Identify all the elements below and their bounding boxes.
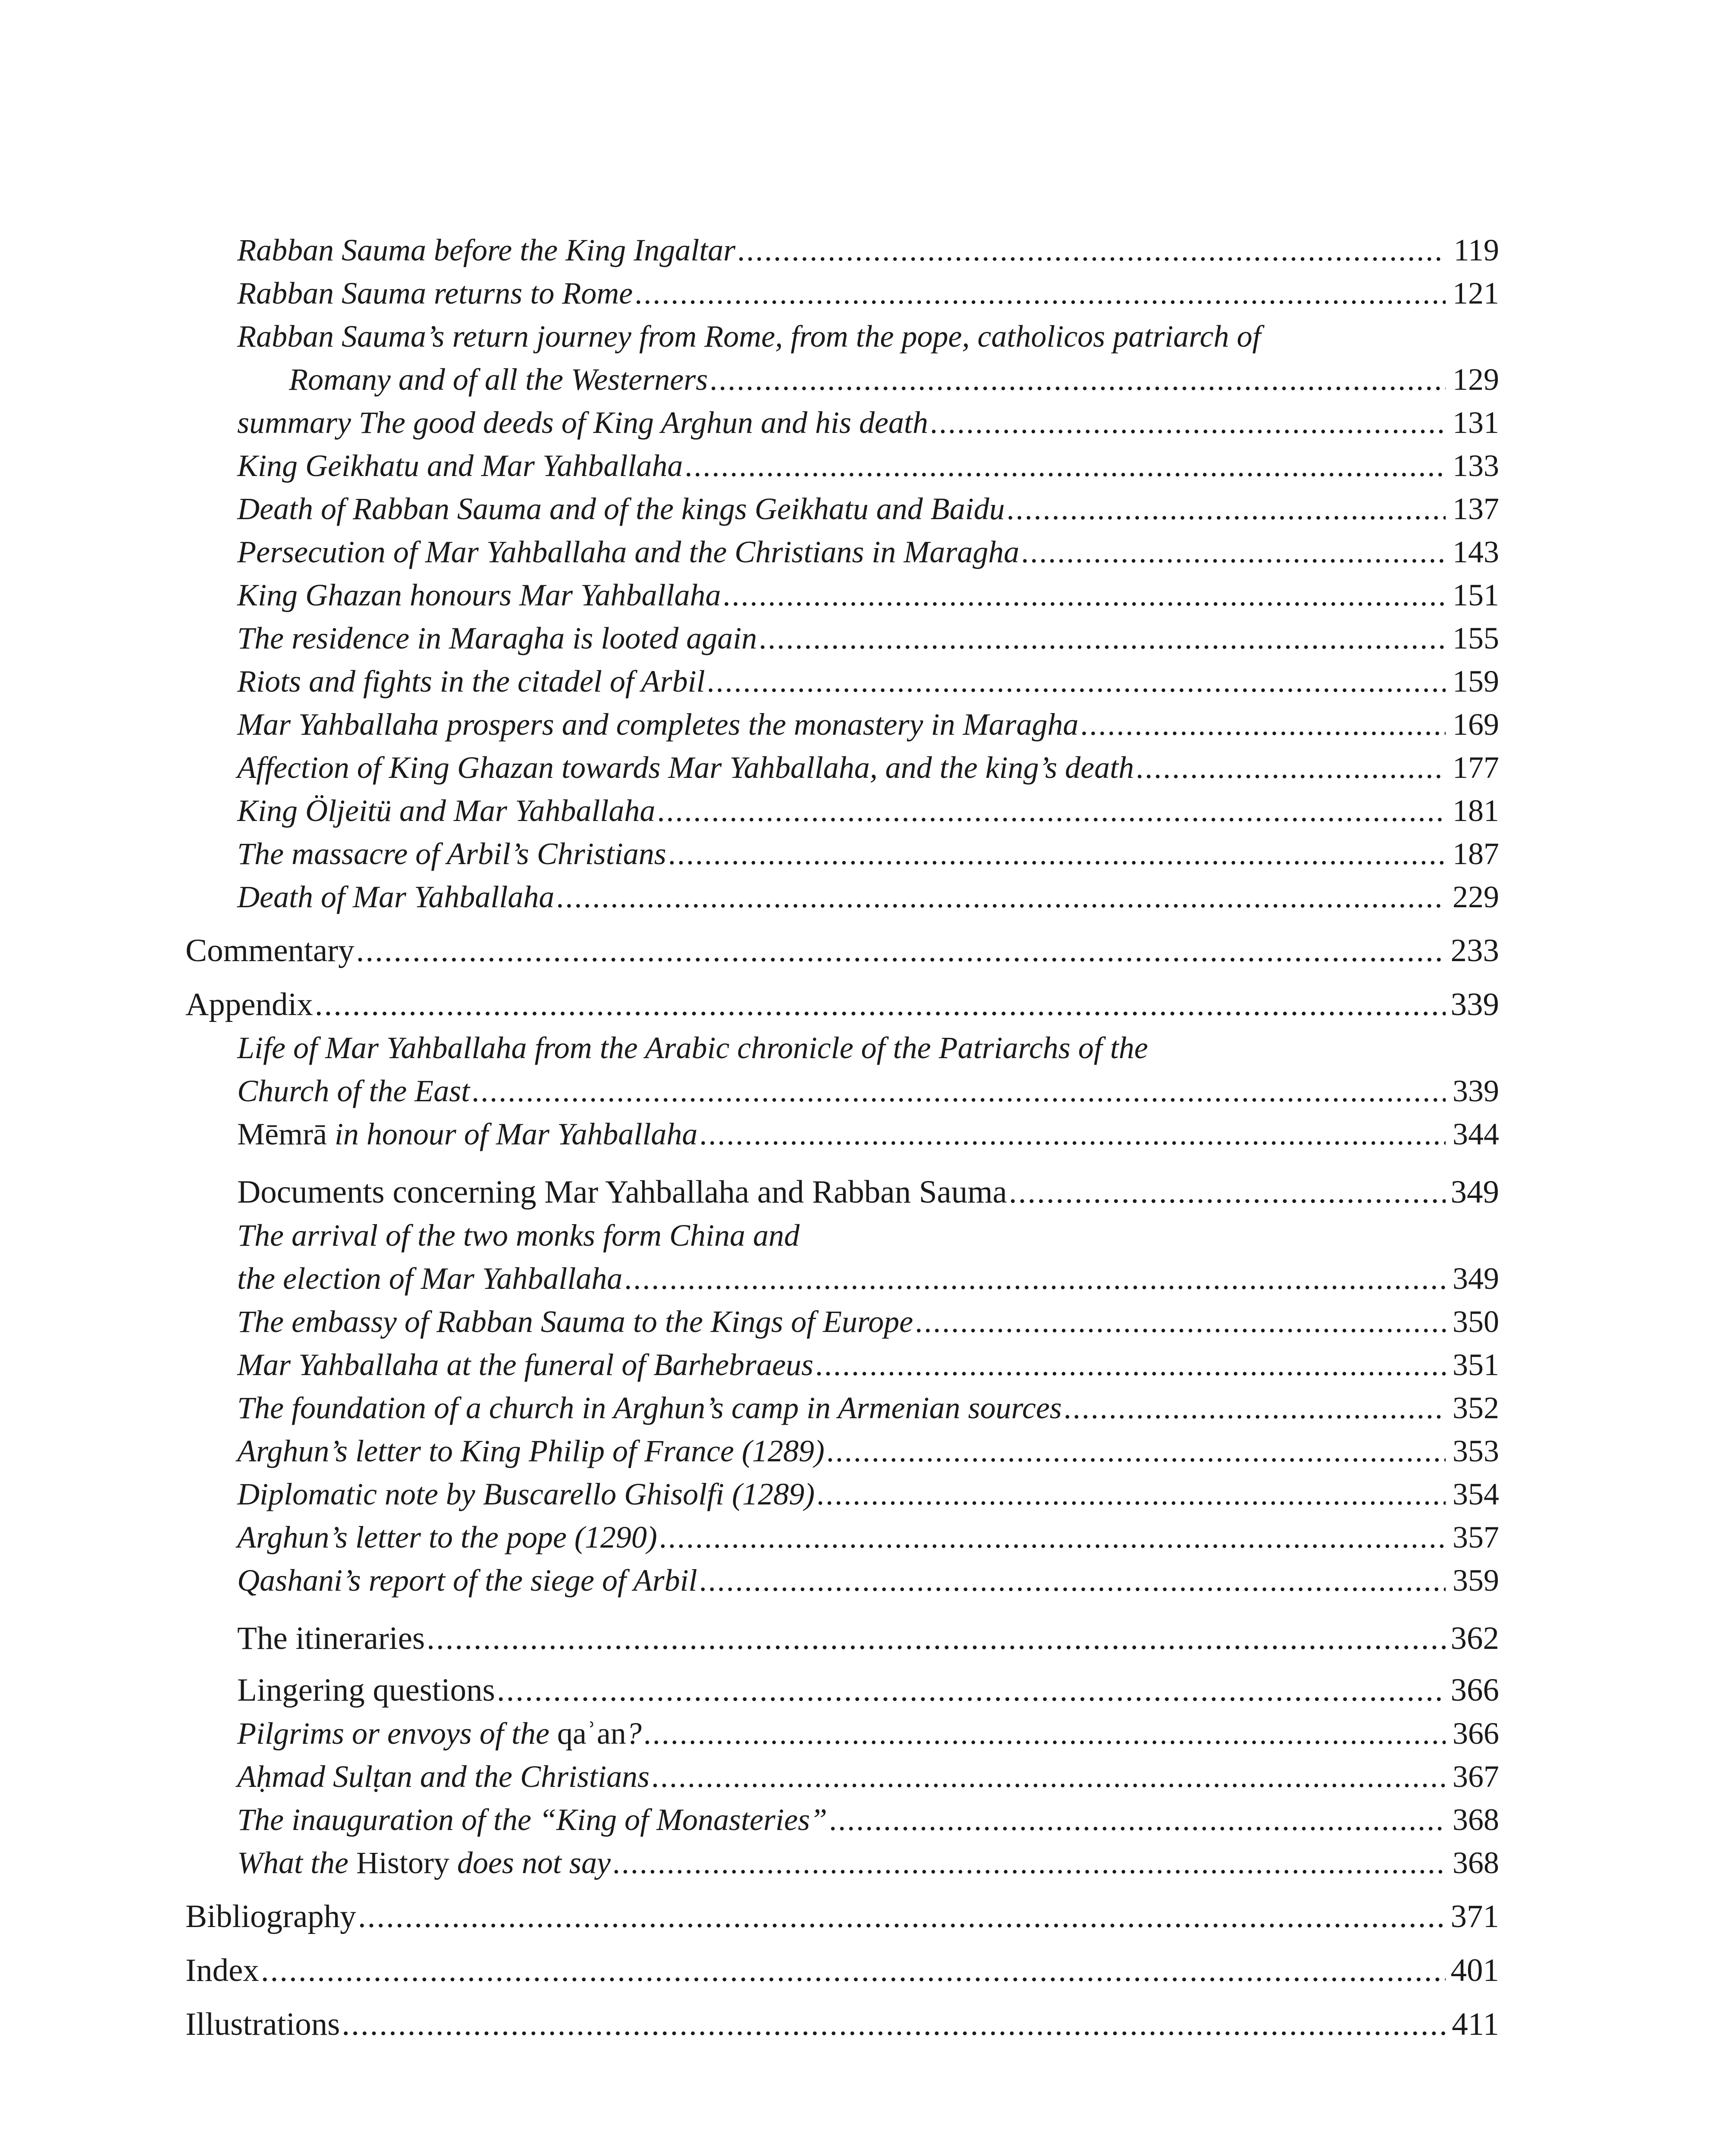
- entry-title: [237, 573, 721, 617]
- entry-title-part: Riots and fights in the citadel of Arbil: [237, 664, 705, 699]
- entry-title: [237, 1473, 815, 1516]
- entry-title-part: King Geikhatu and Mar Yahballaha: [237, 448, 683, 483]
- toc-entry[interactable]: [237, 1300, 1499, 1343]
- toc-entry[interactable]: [237, 832, 1499, 875]
- toc-entry[interactable]: [237, 1841, 1499, 1884]
- entry-title-part: in honour of Mar Yahballaha: [326, 1117, 698, 1151]
- toc-entry[interactable]: [237, 229, 1499, 272]
- entry-title: [237, 617, 757, 660]
- entry-title-part: The itineraries: [237, 1620, 425, 1656]
- toc-entry[interactable]: [237, 1343, 1499, 1386]
- entry-title: [237, 1026, 1148, 1069]
- toc-entry[interactable]: [237, 1473, 1499, 1516]
- toc-entry[interactable]: [237, 530, 1499, 573]
- toc-entry-first-line: [237, 1214, 1499, 1257]
- page-number: 169: [1453, 707, 1499, 742]
- entry-title-part: Mēmrā: [237, 1117, 327, 1151]
- toc-entry[interactable]: [237, 1112, 1499, 1156]
- dot-leader: [624, 1257, 1446, 1300]
- entry-title-part: The arrival of the two monks form China and: [237, 1218, 800, 1253]
- entry-title: [237, 1755, 650, 1798]
- dot-leader: [612, 1841, 1446, 1884]
- entry-title-part: Rabban Sauma returns to Rome: [237, 276, 633, 310]
- toc-entry[interactable]: [237, 401, 1499, 444]
- toc-entry[interactable]: [237, 1617, 1499, 1660]
- page-number: 131: [1453, 405, 1499, 440]
- toc-entry[interactable]: [237, 1712, 1499, 1755]
- entry-title-part: Bibliography: [185, 1899, 356, 1934]
- entry-title: [237, 789, 655, 832]
- entry-title: [237, 1617, 425, 1660]
- entry-title-part: ?: [626, 1716, 642, 1751]
- page-number: 371: [1450, 1899, 1499, 1934]
- entry-title: [237, 1516, 657, 1559]
- dot-leader: [497, 1669, 1446, 1712]
- entry-title-part: What the: [237, 1846, 356, 1880]
- entry-title: [237, 660, 705, 703]
- dot-leader: [657, 789, 1446, 832]
- page-number: 137: [1453, 492, 1499, 526]
- entry-title-part: Appendix: [185, 987, 313, 1022]
- page-number: 143: [1453, 535, 1499, 569]
- toc-entry[interactable]: [237, 1386, 1499, 1429]
- entry-title: [237, 444, 683, 487]
- entry-title-part: does not say: [449, 1846, 611, 1880]
- page-number: 187: [1453, 837, 1499, 871]
- toc-entry[interactable]: [289, 358, 1499, 401]
- entry-title-part: Life of Mar Yahballaha from the Arabic chronicle of the Patriarchs of the: [237, 1031, 1148, 1065]
- entry-title: [237, 1300, 913, 1343]
- page-number: 366: [1453, 1716, 1499, 1751]
- toc-entry[interactable]: [237, 1798, 1499, 1841]
- page-number: 151: [1453, 578, 1499, 612]
- entry-title: [185, 983, 313, 1026]
- entry-title-part: summary The good deeds of King Arghun and his death: [237, 405, 928, 440]
- entry-title: [237, 229, 735, 272]
- dot-leader: [342, 2003, 1446, 2046]
- toc-entry-first-line: [237, 1026, 1499, 1069]
- entry-title: [237, 401, 928, 444]
- page-number: 353: [1453, 1434, 1499, 1468]
- entry-title-part: Mar Yahballaha at the funeral of Barhebraeus: [237, 1348, 814, 1382]
- toc-entry[interactable]: [237, 487, 1499, 530]
- page-number: 339: [1453, 1074, 1499, 1108]
- entry-title: [185, 929, 355, 972]
- page-number: 339: [1450, 987, 1499, 1022]
- entry-title-part: Persecution of Mar Yahballaha and the Christians in Maragha: [237, 535, 1020, 569]
- entry-title: [237, 1559, 697, 1602]
- entry-title-part: Arghun’s letter to King Philip of France (1289): [237, 1434, 825, 1468]
- entry-title: [237, 1841, 611, 1884]
- entry-title: [237, 1386, 1062, 1429]
- entry-title-part: Documents concerning Mar Yahballaha and Rabban Sauma: [237, 1174, 1007, 1210]
- dot-leader: [815, 1343, 1446, 1386]
- page-number: 401: [1450, 1952, 1499, 1988]
- toc-entry[interactable]: [237, 1669, 1499, 1712]
- toc-entry[interactable]: [237, 703, 1499, 746]
- entry-title: [237, 1257, 622, 1300]
- entry-title-part: The foundation of a church in Arghun’s camp in Armenian sources: [237, 1391, 1062, 1425]
- dot-leader: [358, 1895, 1446, 1938]
- dot-leader: [315, 983, 1446, 1026]
- dot-leader: [1021, 530, 1446, 573]
- entry-title: [237, 272, 633, 315]
- dot-leader: [556, 875, 1446, 918]
- entry-title: [289, 358, 708, 401]
- dot-leader: [651, 1755, 1446, 1798]
- toc-entry[interactable]: [185, 2003, 1499, 2046]
- toc-entry[interactable]: [237, 272, 1499, 315]
- dot-leader: [659, 1516, 1446, 1559]
- entry-title: [185, 1895, 356, 1938]
- entry-title-part: Church of the East: [237, 1074, 470, 1108]
- page-number: 155: [1453, 621, 1499, 655]
- entry-title-part: King Ghazan honours Mar Yahballaha: [237, 578, 721, 612]
- entry-title: [237, 1069, 470, 1112]
- toc-entry[interactable]: [185, 1949, 1499, 1992]
- dot-leader: [737, 229, 1446, 272]
- page-number: 351: [1453, 1348, 1499, 1382]
- entry-title-part: Mar Yahballaha prospers and completes the monastery in Maragha: [237, 707, 1079, 742]
- dot-leader: [930, 401, 1446, 444]
- dot-leader: [829, 1798, 1446, 1841]
- entry-title: [237, 487, 1005, 530]
- page-number: 366: [1450, 1672, 1499, 1708]
- toc-entry[interactable]: [237, 1755, 1499, 1798]
- entry-title-part: Rabban Sauma’s return journey from Rome, from the pope, catholicos patriarch of: [237, 319, 1261, 354]
- dot-leader: [707, 660, 1446, 703]
- toc-entry[interactable]: [237, 573, 1499, 617]
- entry-title-part: Aḥmad Sulṭan and the Christians: [237, 1759, 650, 1794]
- dot-leader: [826, 1429, 1446, 1473]
- entry-title-part: Pilgrims or envoys of the: [237, 1716, 557, 1751]
- dot-leader: [1136, 746, 1446, 789]
- toc-entry[interactable]: [237, 875, 1499, 918]
- page-number: 129: [1453, 362, 1499, 397]
- dot-leader: [723, 573, 1446, 617]
- entry-title-part: Arghun’s letter to the pope (1290): [237, 1520, 657, 1554]
- entry-title-part: The residence in Maragha is looted again: [237, 621, 757, 655]
- entry-title-part: Rabban Sauma before the King Ingaltar: [237, 233, 736, 267]
- entry-title: [237, 530, 1019, 573]
- page-number: 229: [1453, 880, 1499, 914]
- page-number: 181: [1453, 793, 1499, 828]
- page-number: 159: [1453, 664, 1499, 699]
- dot-leader: [709, 358, 1446, 401]
- dot-leader: [261, 1949, 1446, 1992]
- entry-title: [237, 1214, 800, 1257]
- toc-entry[interactable]: [237, 746, 1499, 789]
- entry-title-part: Qashani’s report of the siege of Arbil: [237, 1563, 697, 1598]
- page-number: 362: [1450, 1620, 1499, 1656]
- entry-title: [237, 1669, 495, 1712]
- toc-entry[interactable]: [185, 983, 1499, 1026]
- entry-title-part: qaʾan: [557, 1716, 626, 1751]
- toc-entry[interactable]: [237, 1559, 1499, 1602]
- page-number: 119: [1453, 233, 1499, 267]
- entry-title: [237, 746, 1134, 789]
- dot-leader: [684, 444, 1446, 487]
- entry-title: [185, 2003, 340, 2046]
- page-number: 349: [1453, 1261, 1499, 1296]
- toc-entry[interactable]: [237, 1069, 1499, 1112]
- page-number: 233: [1450, 933, 1499, 968]
- entry-title-part: Affection of King Ghazan towards Mar Yahballaha, and the king’s death: [237, 750, 1134, 785]
- entry-title: [237, 1429, 825, 1473]
- dot-leader: [759, 617, 1446, 660]
- page-number: 368: [1453, 1802, 1499, 1837]
- dot-leader: [915, 1300, 1446, 1343]
- page-number: 177: [1453, 750, 1499, 785]
- dot-leader: [427, 1617, 1446, 1660]
- toc-entry[interactable]: [237, 789, 1499, 832]
- toc-entry[interactable]: [237, 1516, 1499, 1559]
- entry-title-part: The embassy of Rabban Sauma to the Kings of Europe: [237, 1304, 913, 1339]
- dot-leader: [699, 1112, 1446, 1156]
- dot-leader: [643, 1712, 1446, 1755]
- entry-title-part: King Öljeitü and Mar Yahballaha: [237, 793, 656, 828]
- dot-leader: [1064, 1386, 1446, 1429]
- entry-title-part: Death of Rabban Sauma and of the kings Geikhatu and Baidu: [237, 492, 1005, 526]
- entry-title: [237, 1112, 697, 1156]
- entry-title: [237, 315, 1261, 358]
- dot-leader: [471, 1069, 1446, 1112]
- entry-title-part: The massacre of Arbil’s Christians: [237, 837, 666, 871]
- entry-title-part: The inauguration of the “King of Monasteries”: [237, 1802, 828, 1837]
- entry-title-part: the election of Mar Yahballaha: [237, 1261, 623, 1296]
- page-number: 354: [1453, 1477, 1499, 1511]
- page-number: 121: [1453, 276, 1499, 310]
- entry-title: [237, 1343, 813, 1386]
- entry-title-part: Index: [185, 1952, 259, 1988]
- entry-title: [185, 1949, 259, 1992]
- entry-title: [237, 875, 554, 918]
- dot-leader: [1007, 487, 1446, 530]
- entry-title: [237, 1171, 1007, 1214]
- toc-entry[interactable]: [185, 1895, 1499, 1938]
- toc-entry[interactable]: [237, 660, 1499, 703]
- entry-title: [237, 1712, 642, 1755]
- dot-leader: [668, 832, 1446, 875]
- entry-title-part: History: [356, 1846, 449, 1880]
- toc-entry[interactable]: [237, 1429, 1499, 1473]
- entry-title: [237, 1798, 827, 1841]
- page-number: 411: [1452, 2006, 1499, 2042]
- dot-leader: [356, 929, 1446, 972]
- page-number: 349: [1450, 1174, 1499, 1210]
- toc-entry[interactable]: [237, 1257, 1499, 1300]
- toc-entry[interactable]: [237, 444, 1499, 487]
- entry-title-part: Lingering questions: [237, 1672, 495, 1708]
- toc-entry[interactable]: [237, 1171, 1499, 1214]
- toc-entry-first-line: [237, 315, 1499, 358]
- entry-title: [237, 832, 666, 875]
- page-number: 352: [1453, 1391, 1499, 1425]
- entry-title: [237, 703, 1079, 746]
- entry-title-part: Diplomatic note by Buscarello Ghisolfi (1289): [237, 1477, 815, 1511]
- dot-leader: [1080, 703, 1446, 746]
- entry-title-part: Commentary: [185, 933, 355, 968]
- page-number: 133: [1453, 448, 1499, 483]
- page-number: 344: [1453, 1117, 1499, 1151]
- page-number: 357: [1453, 1520, 1499, 1554]
- entry-title-part: Romany and of all the Westerners: [289, 362, 708, 397]
- dot-leader: [1009, 1171, 1446, 1214]
- toc-entry[interactable]: [237, 617, 1499, 660]
- dot-leader: [634, 272, 1446, 315]
- dot-leader: [816, 1473, 1446, 1516]
- page-number: 350: [1453, 1304, 1499, 1339]
- page-number: 359: [1453, 1563, 1499, 1598]
- entry-title-part: Death of Mar Yahballaha: [237, 880, 555, 914]
- dot-leader: [699, 1559, 1446, 1602]
- entry-title-part: Illustrations: [185, 2006, 340, 2042]
- page-number: 367: [1453, 1759, 1499, 1794]
- toc-entry[interactable]: [185, 929, 1499, 972]
- page-number: 368: [1453, 1846, 1499, 1880]
